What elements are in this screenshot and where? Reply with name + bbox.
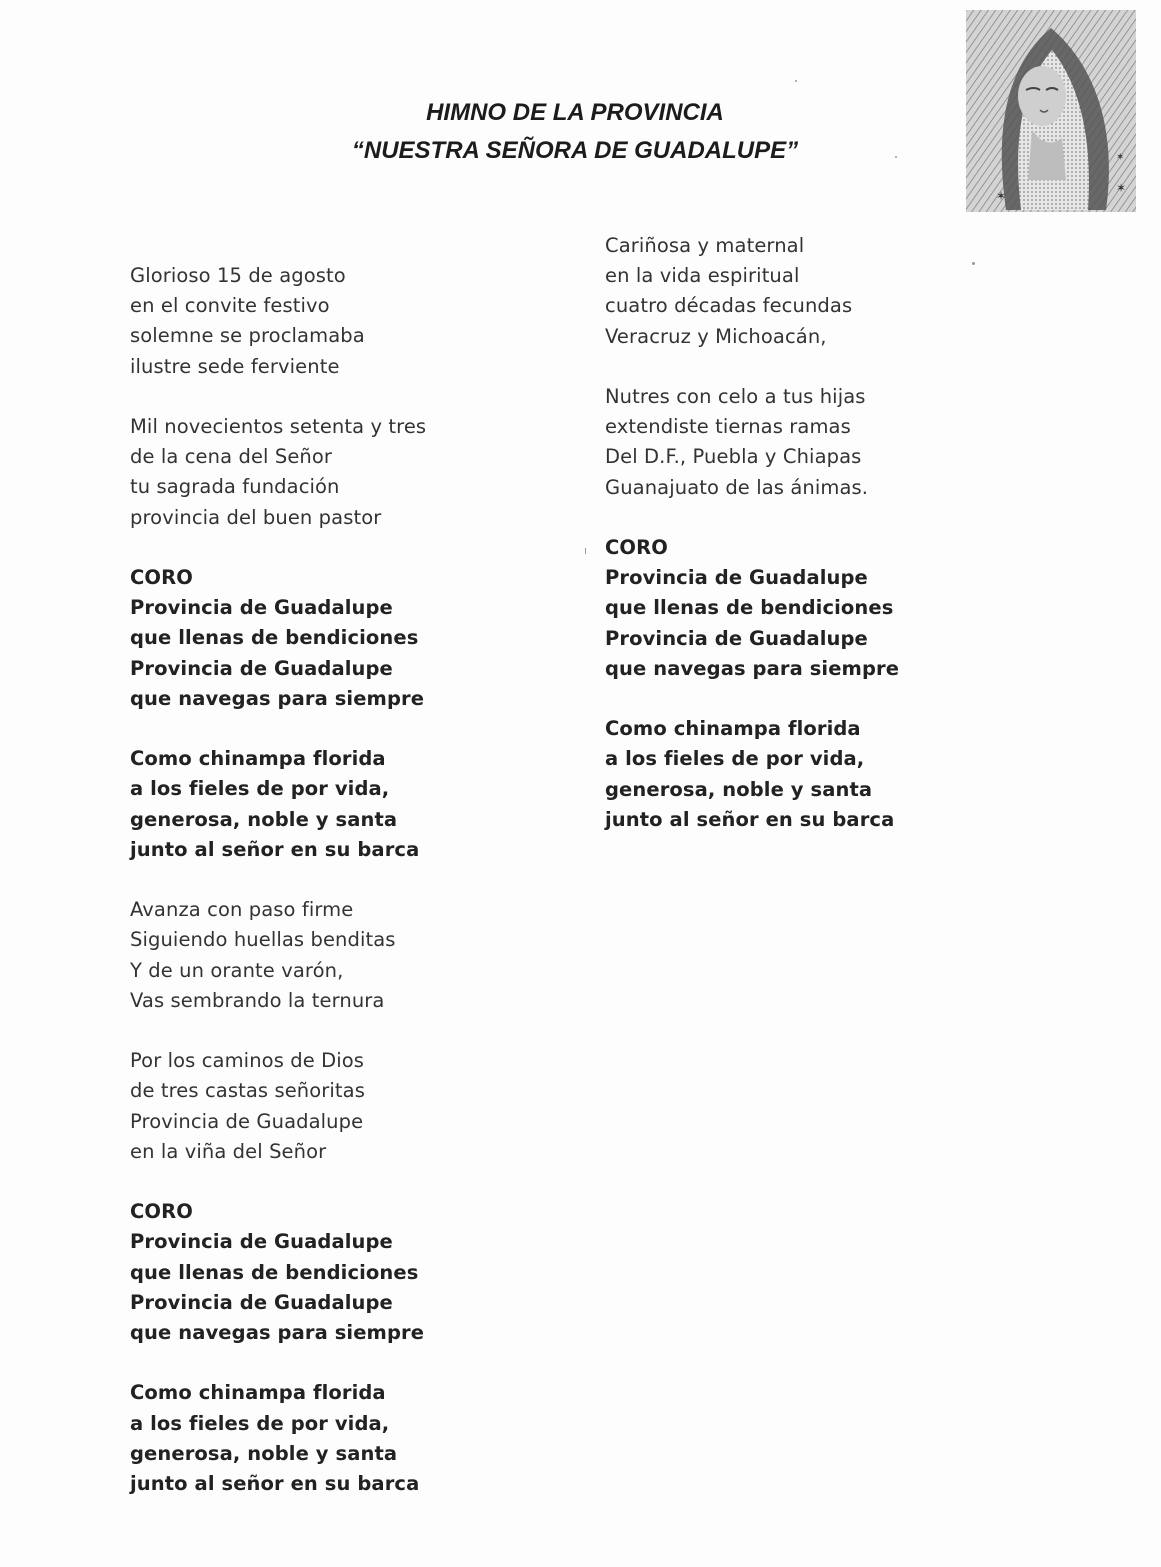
verse-line: cuatro décadas fecundas	[605, 294, 853, 318]
verse-line: Provincia de Guadalupe	[130, 1230, 393, 1254]
verse-line: en la vida espiritual	[605, 264, 800, 288]
stanza	[130, 744, 470, 865]
verse-line: Por los caminos de Dios	[130, 1049, 365, 1073]
verse-line: que llenas de bendiciones	[130, 626, 419, 650]
stanza	[605, 231, 945, 352]
verse-line: Siguiendo huellas benditas	[130, 928, 396, 952]
verse-line: ilustre sede ferviente	[130, 354, 340, 378]
svg-text:✶: ✶	[1116, 181, 1127, 195]
verse-line: junto al señor en su barca	[130, 1472, 420, 1496]
verse-line: generosa, noble y santa	[130, 1441, 398, 1465]
verse-line: tu sagrada fundación	[130, 475, 340, 499]
verse-line: que navegas para siempre	[605, 656, 900, 680]
verse-line: a los fieles de por vida,	[130, 777, 390, 801]
verse-line: Glorioso 15 de agosto	[130, 264, 346, 287]
stanza	[605, 382, 945, 503]
verse-line: que navegas para siempre	[130, 686, 425, 710]
virgin-of-guadalupe-image	[966, 10, 1136, 212]
verse-line: Como chinampa florida	[605, 717, 861, 741]
verse-line: generosa, noble y santa	[130, 807, 398, 831]
verse-line: Provincia de Guadalupe	[605, 566, 868, 590]
stanza	[130, 412, 470, 533]
verse-line: extendiste tiernas ramas	[605, 415, 851, 439]
verse-line: Avanza con paso firme	[130, 898, 354, 922]
verse-line: en la viña del Señor	[130, 1139, 327, 1163]
verse-line: que llenas de bendiciones	[605, 596, 894, 620]
verse-line: Provincia de Guadalupe	[130, 596, 393, 620]
verse-line: Provincia de Guadalupe	[130, 1290, 393, 1314]
stanza	[605, 714, 945, 835]
chorus-heading: CORO	[130, 1200, 193, 1224]
stanza	[130, 1378, 470, 1499]
verse-line: Nutres con celo a tus hijas	[605, 385, 866, 408]
verse-line: Provincia de Guadalupe	[130, 1109, 364, 1133]
verse-line: junto al señor en su barca	[130, 837, 420, 861]
chorus-stanza	[605, 533, 945, 684]
verse-line: Cariñosa y maternal	[605, 234, 805, 257]
chorus-stanza	[130, 1197, 470, 1348]
scan-speck	[895, 156, 897, 158]
verse-line: Como chinampa florida	[130, 1381, 386, 1405]
scan-speck	[585, 548, 586, 554]
verse-line: de tres castas señoritas	[130, 1079, 365, 1103]
verse-line: a los fieles de por vida,	[605, 747, 865, 771]
verse-line: Mil novecientos setenta y tres	[130, 415, 427, 438]
title-line-2: “NUESTRA SEÑORA DE GUADALUPE”	[351, 137, 799, 164]
verse-line: provincia del buen pastor	[130, 505, 382, 529]
verse-line: Vas sembrando la ternura	[130, 988, 385, 1012]
verse-line: Del D.F., Puebla y Chiapas	[605, 445, 862, 469]
verse-line: solemne se proclamaba	[130, 324, 365, 348]
stanza	[130, 895, 470, 1016]
scan-speck	[795, 80, 797, 82]
chorus-stanza	[130, 563, 470, 714]
verse-line: a los fieles de por vida,	[130, 1411, 390, 1435]
verse-line: que navegas para siempre	[130, 1321, 425, 1345]
verse-line: de la cena del Señor	[130, 445, 333, 469]
verse-line: Y de un orante varón,	[130, 958, 344, 982]
title-line-1: HIMNO DE LA PROVINCIA	[426, 99, 724, 126]
right-column	[605, 231, 945, 865]
left-column	[130, 261, 470, 1529]
scan-speck	[972, 262, 975, 265]
chorus-heading: CORO	[605, 536, 668, 559]
stanza	[130, 1046, 470, 1167]
verse-line: en el convite festivo	[130, 294, 330, 318]
verse-line: que llenas de bendiciones	[130, 1260, 419, 1284]
svg-text:✶: ✶	[996, 189, 1007, 203]
svg-text:✶: ✶	[1116, 152, 1125, 163]
verse-line: Como chinampa florida	[130, 747, 386, 771]
verse-line: Provincia de Guadalupe	[605, 626, 868, 650]
verse-line: Veracruz y Michoacán,	[605, 324, 827, 348]
verse-line: junto al señor en su barca	[605, 807, 895, 831]
hymn-title	[250, 94, 900, 170]
verse-line: Provincia de Guadalupe	[130, 656, 393, 680]
verse-line: Guanajuato de las ánimas.	[605, 475, 869, 499]
verse-line: generosa, noble y santa	[605, 777, 873, 801]
stanza	[130, 261, 470, 382]
chorus-heading: CORO	[130, 566, 193, 589]
